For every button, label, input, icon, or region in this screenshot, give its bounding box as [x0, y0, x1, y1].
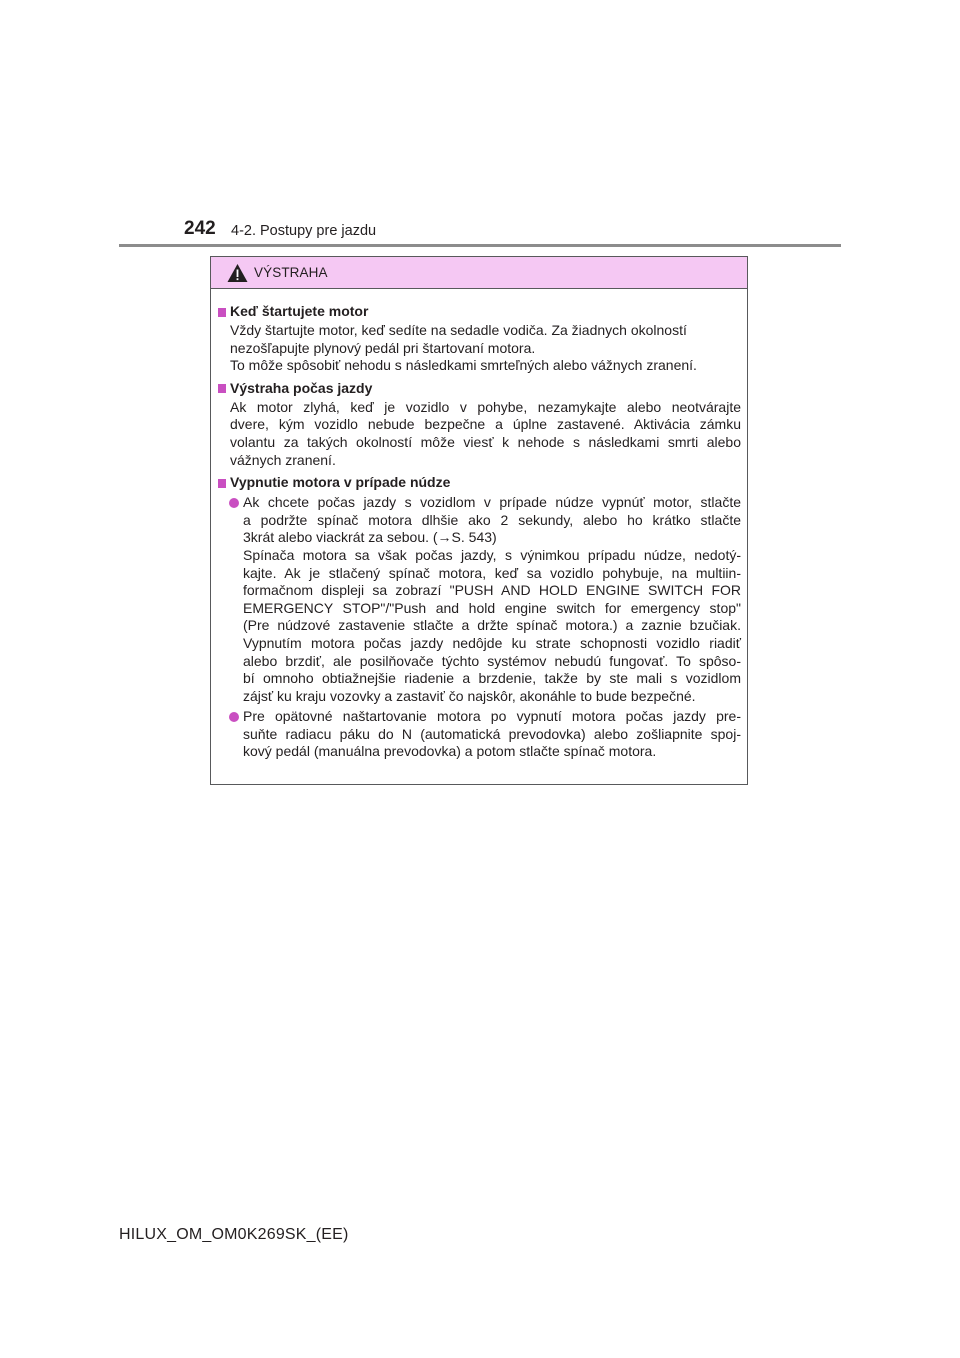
text-line: Ak motor zlyhá, keď je vozidlo v pohybe, nezamykajte alebo neotvárajte — [230, 398, 741, 415]
square-bullet-icon — [218, 308, 226, 317]
list-item — [217, 494, 741, 705]
warning-block-start-engine — [217, 302, 741, 375]
header-rule — [119, 244, 841, 247]
block-text — [230, 322, 741, 375]
text-line: (Pre núdzové zastavenie stlačte a držte spínač motora.) a zaznie bzučiak. — [243, 617, 741, 634]
block-text — [230, 399, 741, 469]
dot-bullet-icon — [229, 712, 239, 722]
text-line: alebo brzdiť, ale posilňovače týchto systémov nebudú fungovať. To spôso- — [243, 652, 741, 669]
page-number: 242 — [184, 218, 216, 239]
text-line: Vždy štartujte motor, keď sedíte na sedadle vodiča. Za žiadnych okolností — [230, 322, 687, 338]
warning-block-emergency-stop — [217, 473, 741, 761]
text-line: a podržte spínač motora dlhšie ako 2 sekundy, alebo ho krátko stlačte — [243, 511, 741, 528]
square-bullet-icon — [218, 384, 226, 393]
section-title: 4-2. Postupy pre jazdu — [231, 223, 377, 239]
text-line: nezošľapujte plynový pedál pri štartovaní motora. — [230, 339, 536, 356]
warning-block-driving — [217, 379, 741, 469]
text-line: To môže spôsobiť nehodu s následkami smrteľných alebo vážnych zranení. — [230, 357, 697, 374]
text-line: kový pedál (manuálna prevodovka) a potom stlačte spínač motora. — [243, 743, 657, 760]
text-line: Vypnutím motora počas jazdy nedôjde ku strate schopnosti vozidlo riadiť — [243, 634, 741, 651]
page-header — [0, 0, 960, 250]
warning-body — [211, 289, 747, 761]
warning-header — [211, 257, 747, 289]
block-heading: Vypnutie motora v prípade núdze — [230, 474, 451, 491]
text-line: bí omnoho obtiažnejšie riadenie a brzdenie, takže by ste mali s vozidlom — [243, 670, 741, 687]
text-line: suňte radiacu páku do N (automatická prevodovka) alebo zošliapnite spoj- — [243, 725, 741, 742]
text-line: vážnych zranení. — [230, 451, 336, 468]
text-line: 3krát alebo viackrát za sebou. (→S. 543) — [243, 529, 497, 546]
text-line: volantu za takých okolností môže viesť k nehode s následkami smrti alebo — [230, 433, 741, 450]
text-line: kajte. Ak je stlačený spínač motora, keď sa vozidlo pohybuje, na multiin- — [243, 564, 741, 581]
text-line: dvere, kým vozidlo nebude bezpečne a úplne zastavené. Aktivácia zámku — [230, 416, 741, 433]
warning-title: VÝSTRAHA — [254, 265, 328, 280]
dot-bullet-icon — [229, 498, 239, 508]
warning-triangle-icon — [227, 263, 248, 283]
text-line: zájsť ku kraju vozovky a zastaviť čo najskôr, akonáhle to bude bezpečné. — [243, 687, 696, 704]
text-line: Spínača motora sa však počas jazdy, s výnimkou prípadu núdze, nedotý- — [243, 546, 741, 563]
document-code: HILUX_OM_OM0K269SK_(EE) — [119, 1226, 349, 1243]
text-line: formačnom displeji sa zobrazí "PUSH AND HOLD ENGINE SWITCH FOR — [243, 582, 741, 599]
list-item — [217, 708, 741, 761]
block-heading: Výstraha počas jazdy — [230, 379, 373, 396]
text-line: Ak chcete počas jazdy s vozidlom v prípade núdze vypnúť motor, stlačte — [243, 494, 741, 511]
square-bullet-icon — [218, 479, 226, 488]
text-line: Pre opätovné naštartovanie motora po vypnutí motora počas jazdy pre- — [243, 708, 741, 725]
warning-box — [210, 256, 748, 785]
text-line: EMERGENCY STOP"/"Push and hold engine switch for emergency stop" — [243, 599, 741, 616]
block-heading: Keď štartujete motor — [230, 303, 369, 320]
